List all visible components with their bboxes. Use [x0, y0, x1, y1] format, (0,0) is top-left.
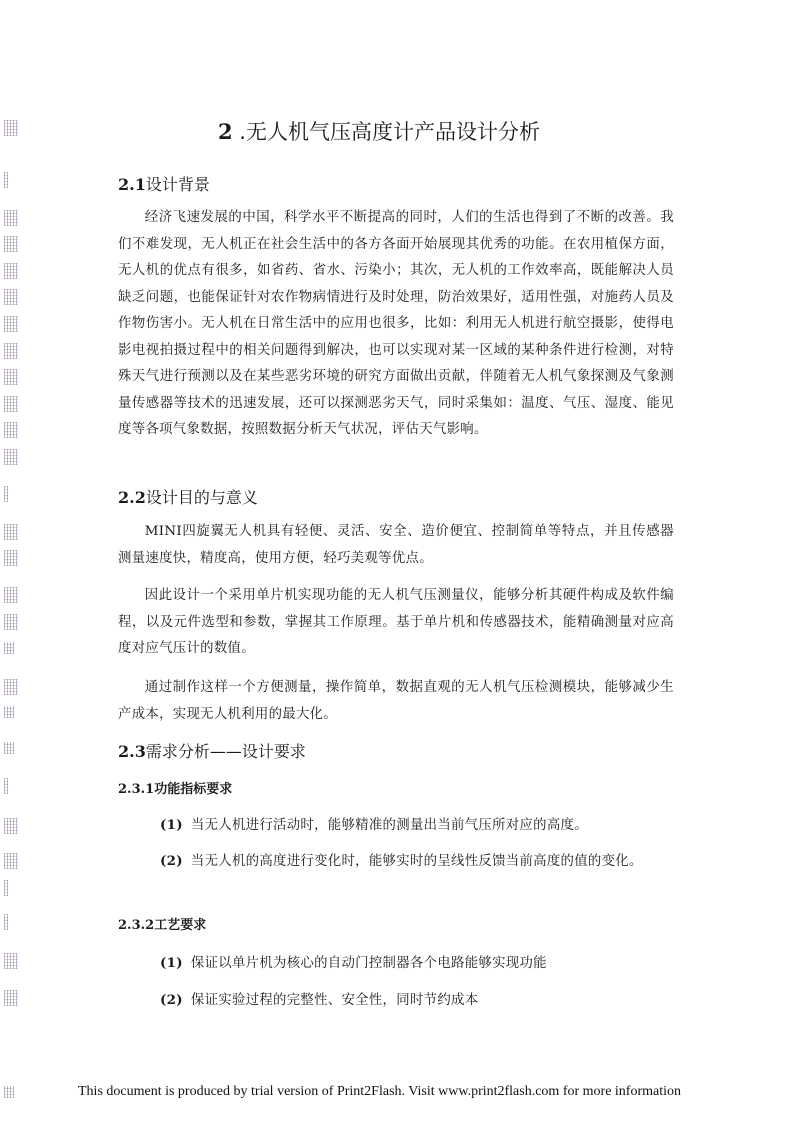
section-heading-2-3 — [118, 739, 306, 762]
margin-mark — [4, 953, 18, 969]
margin-mark — [4, 742, 14, 754]
section-number: 2.2 — [118, 488, 146, 507]
margin-mark — [4, 524, 18, 540]
margin-mark — [4, 614, 18, 630]
chapter-title — [218, 116, 618, 146]
craft-item-1 — [118, 950, 674, 978]
chapter-title-text: .无人机气压高度计产品设计分析 — [232, 120, 540, 144]
item-number: (2) — [160, 853, 183, 869]
paragraph-purpose-3: 通过制作这样一个方便测量，操作简单，数据直观的无人机气压检测模块，能够减少生产成本，实现无人机利用的最大化。 — [118, 680, 674, 722]
craft-item-2 — [118, 987, 674, 1015]
section-title: 需求分析——设计要求 — [145, 742, 306, 761]
margin-mark — [4, 210, 18, 226]
margin-mark — [4, 818, 18, 834]
margin-mark — [4, 706, 14, 718]
margin-mark — [4, 486, 8, 502]
item-number: (1) — [160, 955, 183, 971]
section-number: 2.3.2 — [118, 918, 155, 933]
margin-mark — [4, 550, 18, 566]
item-number: (2) — [160, 992, 183, 1008]
trial-watermark-footer: This document is produced by trial version of Print2Flash. Visit www.print2flash.com for more information — [78, 1084, 682, 1099]
paragraph-purpose-2: 因此设计一个采用单片机实现功能的无人机气压测量仪，能够分析其硬件构成及软件编程，以及元件选型和参数，掌握其工作原理。基于单片机和传感器技术，能精确测量对应高度对应气压计的数值。 — [118, 588, 674, 656]
margin-mark — [4, 289, 18, 305]
margin-mark — [4, 914, 8, 930]
section-title: 设计目的与意义 — [145, 488, 258, 507]
section-title: 设计背景 — [145, 175, 210, 194]
section-heading-2-2 — [118, 485, 258, 508]
item-text: 当无人机进行活动时，能够精准的测量出当前气压所对应的高度。 — [190, 818, 588, 833]
function-item-1 — [118, 812, 674, 840]
margin-mark — [4, 236, 18, 252]
margin-mark — [4, 853, 18, 869]
section-heading-2-3-1 — [118, 778, 232, 797]
paragraph-background: 经济飞速发展的中国，科学水平不断提高的同时，人们的生活也得到了不断的改善。我们不难发现，无人机正在社会生活中的各方各面开始展现其优秀的功能。在农用植保方面，无人机的优点有很多，如省药、省水、污染小；其次，无人机的工作效率高，既能解决人员缺乏问题，也能保证针对农作物病情进行及时处理，防治效果好，适用性强，对施药人员及作物伤害小。无人机在日常生活中的应用也很多，比如：利用无人机进行航空摄影，使得电影电视拍摄过程中的相关问题得到解决，也可以实现对某一区域的某种条件进行检测，对特殊天气进行预测以及在某些恶劣环境的研究方面做出贡献，伴随着无人机气象探测及气象测量传感器等技术的迅速发展，还可以探测恶劣天气，同时采集如：温度、气压、湿度、能见度等各项气象数据，按照数据分析天气状况，评估天气影响。 — [118, 210, 674, 437]
margin-mark — [4, 679, 18, 695]
section-number: 2.3 — [118, 742, 146, 761]
item-text: 当无人机的高度进行变化时，能够实时的呈线性反馈当前高度的值的变化。 — [190, 854, 643, 869]
margin-mark — [4, 369, 18, 385]
section-title: 工艺要求 — [154, 918, 207, 933]
margin-mark — [4, 449, 18, 465]
item-text: 保证以单片机为核心的自动门控制器各个电路能够实现功能 — [190, 956, 547, 971]
margin-mark — [4, 422, 18, 438]
margin-mark — [4, 343, 18, 359]
margin-mark — [4, 120, 18, 136]
margin-mark — [4, 642, 14, 654]
function-item-2 — [118, 848, 674, 876]
margin-mark — [4, 263, 18, 279]
section-number: 2.1 — [118, 175, 146, 194]
margin-mark — [4, 172, 8, 188]
left-margin-artifacts — [4, 0, 22, 1123]
margin-mark — [4, 880, 8, 896]
section-heading-2-1 — [118, 172, 210, 195]
margin-mark — [4, 778, 8, 794]
margin-mark — [4, 990, 18, 1006]
section-title: 功能指标要求 — [154, 782, 233, 797]
section-number: 2.3.1 — [118, 782, 155, 797]
margin-mark — [4, 1086, 14, 1098]
chapter-number: 2 — [218, 119, 233, 144]
margin-mark — [4, 587, 18, 603]
margin-mark — [4, 316, 18, 332]
section-heading-2-3-2 — [118, 914, 206, 933]
item-text: 保证实验过程的完整性、安全性，同时节约成本 — [190, 993, 479, 1008]
paragraph-purpose-1: MINI四旋翼无人机具有轻便、灵活、安全、造价便宜、控制简单等特点，并且传感器测量速度快，精度高，使用方便，轻巧美观等优点。 — [118, 524, 674, 566]
item-number: (1) — [160, 817, 183, 833]
margin-mark — [4, 396, 18, 412]
